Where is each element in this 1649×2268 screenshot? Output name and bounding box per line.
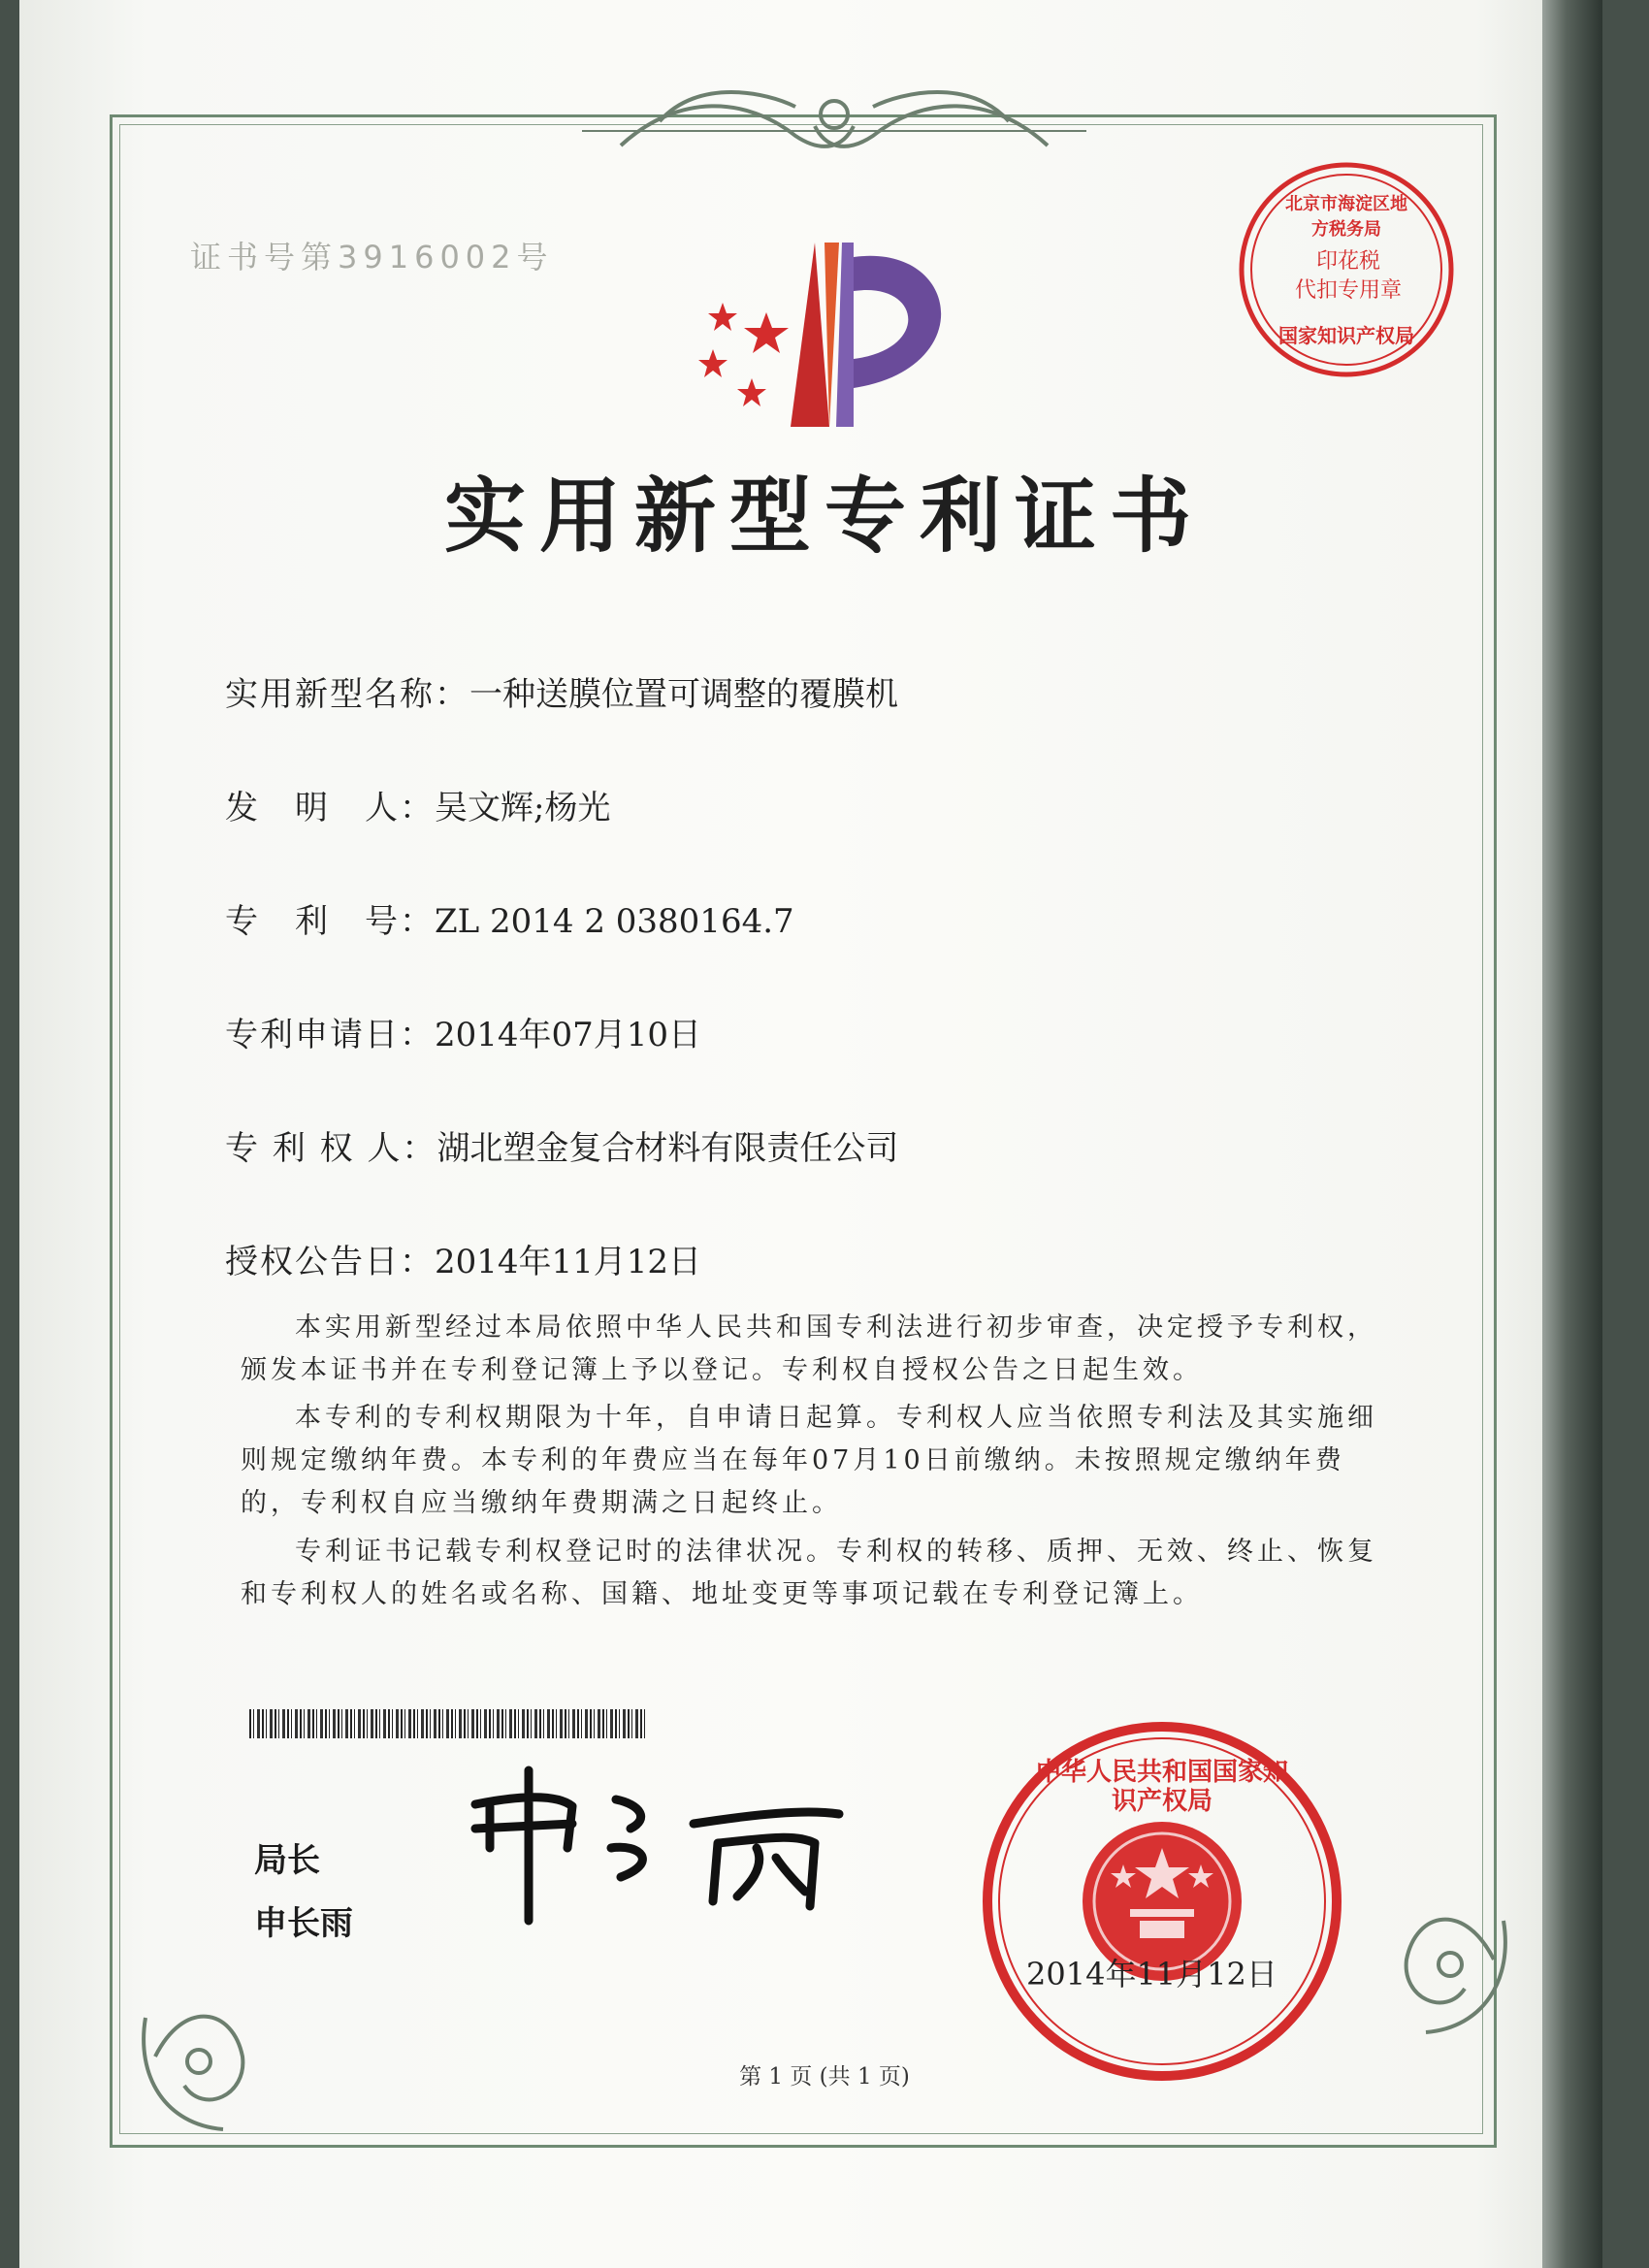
patent-number-value: ZL 2014 2 0380164.7 xyxy=(435,902,794,941)
field-filing-date xyxy=(225,1008,701,1055)
sipo-logo-icon xyxy=(698,243,941,427)
patentee-value: 湖北塑金复合材料有限责任公司 xyxy=(436,1129,899,1168)
seal-date: 2014年11月12日 xyxy=(1026,1956,1277,1993)
inventor-value: 吴文辉;杨光 xyxy=(435,789,611,827)
tax-seal-ring-text: 北京市海淀区地方税务局 xyxy=(1285,194,1407,240)
handwritten-signature xyxy=(475,1770,839,1921)
director-name: 申长雨 xyxy=(254,1904,353,1943)
field-patentee xyxy=(225,1121,898,1169)
corner-ornament-bottom-right xyxy=(1406,1920,1505,2032)
tax-seal-line1: 印花税 xyxy=(1315,249,1380,274)
statement-paragraph-3: 专利证书记载专利权登记时的法律状况。专利权的转移、质押、无效、终止、恢复和专利权人的姓名或名称、国籍、地址变更等事项记载在专利登记簿上。 xyxy=(241,1537,1377,1609)
office-seal-ring-text: 中华人民共和国国家知识产权局 xyxy=(1036,1758,1289,1816)
filing-date-value: 2014年07月10日 xyxy=(435,1016,702,1054)
grant-date-value: 2014年11月12日 xyxy=(435,1243,702,1281)
certificate-number: 证书号第3916002号 xyxy=(190,239,554,275)
patentee-label: 专 利 权 人： xyxy=(225,1129,437,1168)
barcode xyxy=(249,1709,645,1738)
statement-paragraph-1: 本实用新型经过本局依照中华人民共和国专利法进行初步审查，决定授予专利权，颁发本证书并在专利登记簿上予以登记。专利权自授权公告之日起生效。 xyxy=(241,1312,1377,1385)
tax-seal-line2: 代扣专用章 xyxy=(1294,278,1402,303)
model-name-label: 实用新型名称： xyxy=(225,675,469,714)
grant-date-label: 授权公告日： xyxy=(225,1243,435,1281)
field-patent-number xyxy=(225,894,794,942)
model-name-value: 一种送膜位置可调整的覆膜机 xyxy=(469,675,898,714)
top-ornament xyxy=(582,92,1086,146)
star-icon xyxy=(698,303,789,406)
inventor-label: 发 明 人： xyxy=(225,789,435,827)
statement-paragraph-2: 本专利的专利权期限为十年，自申请日起算。专利权人应当依照专利法及其实施细则规定缴纳年费。本专利的年费应当在每年07月10日前缴纳。未按照规定缴纳年费的，专利权自应当缴纳年费期满之日起终止。 xyxy=(241,1403,1377,1518)
page-title: 实用新型专利证书 xyxy=(443,469,1205,564)
field-inventor xyxy=(225,781,610,828)
tax-seal-bottom-text: 国家知识产权局 xyxy=(1278,324,1414,347)
field-grant-date xyxy=(225,1235,701,1282)
filing-date-label: 专利申请日： xyxy=(225,1016,435,1054)
page-number: 第 1 页 (共 1 页) xyxy=(739,2064,910,2090)
field-model-name xyxy=(225,667,898,715)
patent-number-label: 专 利 号： xyxy=(225,902,435,941)
director-title: 局长 xyxy=(254,1841,320,1880)
